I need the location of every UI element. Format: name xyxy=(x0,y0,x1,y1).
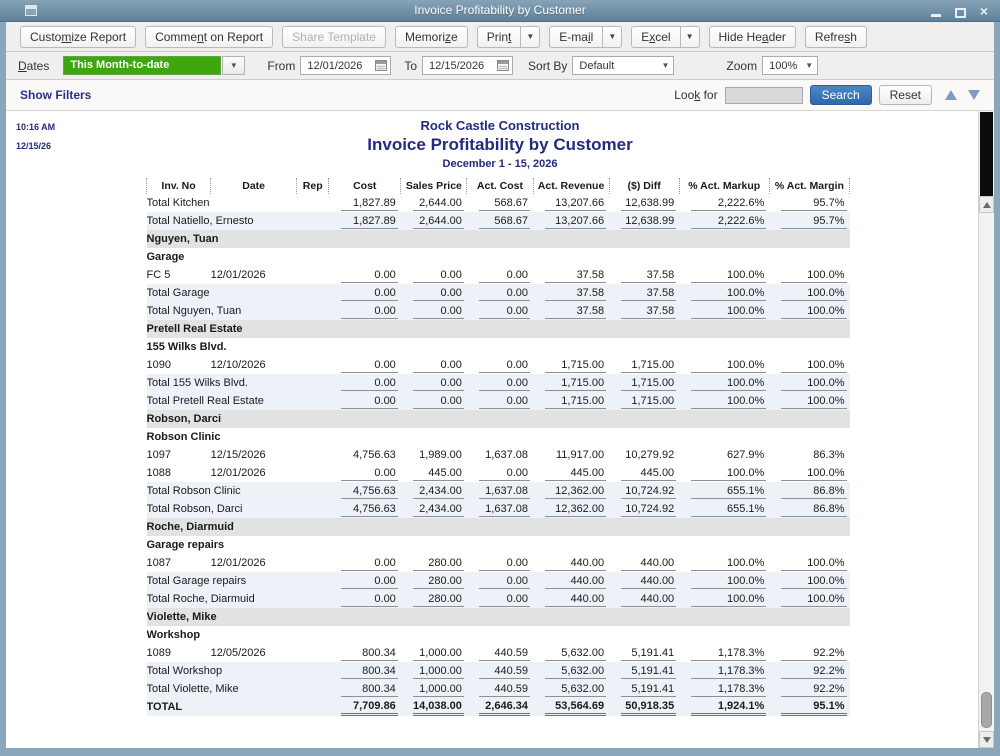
row-label: Total Garage repairs xyxy=(147,572,329,590)
rep-cell xyxy=(297,644,329,662)
value-cell: 1,637.08 xyxy=(467,500,533,518)
up-arrow-icon xyxy=(983,202,991,208)
row-label: Total Garage xyxy=(147,284,329,302)
value-cell: 1,715.00 xyxy=(609,374,679,392)
window-frame-right xyxy=(994,22,1000,756)
rep-cell xyxy=(297,464,329,482)
value-cell: 4,756.63 xyxy=(329,500,401,518)
customer-row xyxy=(147,410,850,428)
value-cell: 0.00 xyxy=(329,266,401,284)
total-row[interactable] xyxy=(147,194,850,212)
value-cell: 5,632.00 xyxy=(533,662,609,680)
filter-bar xyxy=(6,52,994,80)
value-cell: 5,632.00 xyxy=(533,680,609,698)
sort-by-label: Sort By xyxy=(528,58,568,73)
invoice-number: 1097 xyxy=(146,449,171,461)
value-cell: 100.0% xyxy=(769,374,849,392)
job-row xyxy=(147,626,850,644)
value-cell: 100.0% xyxy=(769,392,849,410)
invoice-row[interactable] xyxy=(147,554,850,572)
value-cell: 0.00 xyxy=(329,392,401,410)
invoice-number: 1087 xyxy=(146,557,171,569)
invoice-row[interactable] xyxy=(147,464,850,482)
value-cell: 655.1% xyxy=(679,500,769,518)
column-header: Rep xyxy=(297,178,329,194)
value-cell: 53,564.69 xyxy=(533,698,609,716)
row-label: Workshop xyxy=(146,629,201,641)
share-template-button: Share Template xyxy=(282,26,386,48)
value-cell: 95.7% xyxy=(769,212,849,230)
scrollbar-black-bar xyxy=(980,112,993,196)
window-body xyxy=(6,22,994,748)
job-row xyxy=(147,428,850,446)
value-cell: 0.00 xyxy=(401,302,467,320)
dropdown-arrow-icon: ▼ xyxy=(661,61,670,70)
value-cell: 2,434.00 xyxy=(401,500,467,518)
value-cell: 100.0% xyxy=(679,464,769,482)
value-cell: 37.58 xyxy=(533,284,609,302)
value-cell: 13,207.66 xyxy=(533,212,609,230)
column-header: Act. Cost xyxy=(467,178,533,194)
titlebar xyxy=(0,0,1000,22)
down-arrow-icon xyxy=(983,737,991,743)
column-header: Inv. No xyxy=(147,178,211,194)
column-header: % Act. Markup xyxy=(679,178,769,194)
value-cell: 4,756.63 xyxy=(352,448,396,461)
value-cell: 5,191.41 xyxy=(609,680,679,698)
total-row[interactable] xyxy=(147,302,850,320)
row-label: Total Pretell Real Estate xyxy=(147,392,329,410)
value-cell: 2,222.6% xyxy=(679,212,769,230)
value-cell: 568.67 xyxy=(467,212,533,230)
value-cell: 14,038.00 xyxy=(401,698,467,716)
row-label: Total Kitchen xyxy=(146,197,210,209)
total-row[interactable] xyxy=(147,482,850,500)
value-cell: 0.00 xyxy=(401,284,467,302)
window-title: Invoice Profitability by Customer xyxy=(414,3,586,17)
value-cell: 440.00 xyxy=(609,572,679,590)
value-cell: 12,362.00 xyxy=(533,482,609,500)
value-cell: 0.00 xyxy=(329,554,401,572)
value-cell: 7,709.86 xyxy=(329,698,401,716)
total-row[interactable] xyxy=(147,572,850,590)
row-label: Total Nguyen, Tuan xyxy=(147,302,329,320)
value-cell: 100.0% xyxy=(679,302,769,320)
sort-by-select[interactable] xyxy=(572,56,674,75)
grand-total-row[interactable] xyxy=(147,698,850,716)
invoice-row[interactable] xyxy=(147,266,850,284)
value-cell: 2,222.6% xyxy=(679,194,769,212)
report-period: December 1 - 15, 2026 xyxy=(442,158,558,170)
job-row xyxy=(147,338,850,356)
look-for-label: Look for xyxy=(674,88,718,102)
value-cell: 440.00 xyxy=(533,590,609,608)
value-cell: 0.00 xyxy=(467,374,533,392)
row-label: Total Workshop xyxy=(147,662,329,680)
value-cell: 440.00 xyxy=(609,554,679,572)
row-label: 155 Wilks Blvd. xyxy=(146,341,227,353)
row-label: Total Roche, Diarmuid xyxy=(147,590,329,608)
total-row[interactable] xyxy=(147,284,850,302)
value-cell: 280.00 xyxy=(401,590,467,608)
value-cell: 445.00 xyxy=(533,464,609,482)
value-cell: 0.00 xyxy=(329,374,401,392)
value-cell: 2,434.00 xyxy=(401,482,467,500)
email-button-dropdown-arrow-icon[interactable]: ▼ xyxy=(602,26,622,48)
value-cell: 100.0% xyxy=(769,356,849,374)
row-label: Total Robson, Darci xyxy=(147,500,329,518)
report-table xyxy=(146,178,850,716)
row-label: Roche, Diarmuid xyxy=(147,518,850,536)
value-cell: 0.00 xyxy=(467,590,533,608)
value-cell: 0.00 xyxy=(401,266,467,284)
value-cell: 100.0% xyxy=(769,554,849,572)
value-cell: 5,191.41 xyxy=(609,662,679,680)
value-cell: 2,644.00 xyxy=(401,194,467,212)
value-cell: 445.00 xyxy=(609,464,679,482)
value-cell: 12,638.99 xyxy=(609,212,679,230)
invoice-number: 1090 xyxy=(146,359,171,371)
value-cell: 0.00 xyxy=(329,302,401,320)
value-cell: 86.3% xyxy=(813,448,845,461)
column-header: % Act. Margin xyxy=(769,178,849,194)
customer-row xyxy=(147,230,850,248)
value-cell: 1,637.08 xyxy=(485,448,528,461)
value-cell: 37.58 xyxy=(533,266,609,284)
row-label: Garage xyxy=(146,251,185,263)
value-cell: 0.00 xyxy=(467,284,533,302)
excel-button[interactable]: Excel xyxy=(631,26,680,48)
value-cell: 0.00 xyxy=(467,572,533,590)
value-cell: 100.0% xyxy=(769,266,849,284)
value-cell: 100.0% xyxy=(769,464,849,482)
customize-report-button[interactable]: Customize Report xyxy=(20,26,136,48)
job-row xyxy=(147,248,850,266)
value-cell: 0.00 xyxy=(401,374,467,392)
value-cell: 0.00 xyxy=(467,464,533,482)
close-icon[interactable]: × xyxy=(979,3,988,19)
invoice-row[interactable] xyxy=(147,644,850,662)
column-header: Cost xyxy=(329,178,401,194)
value-cell: 95.7% xyxy=(769,194,849,212)
value-cell: 1,178.3% xyxy=(679,680,769,698)
memorize-button[interactable]: Memorize xyxy=(395,26,468,48)
report-pane xyxy=(6,111,994,748)
value-cell: 100.0% xyxy=(679,572,769,590)
value-cell: 1,000.00 xyxy=(401,662,467,680)
invoice-date: 12/01/2026 xyxy=(210,269,266,281)
value-cell: 0.00 xyxy=(467,302,533,320)
search-bar xyxy=(6,80,994,111)
total-row[interactable] xyxy=(147,500,850,518)
row-label: Garage repairs xyxy=(146,539,225,551)
scrollbar-up-button[interactable] xyxy=(979,196,994,213)
column-header: Sales Price xyxy=(401,178,467,194)
value-cell: 568.67 xyxy=(467,194,533,212)
to-label: To xyxy=(404,58,418,73)
total-row[interactable] xyxy=(147,212,850,230)
company-name: Rock Castle Construction xyxy=(420,118,580,133)
value-cell: 1,715.00 xyxy=(609,356,679,374)
value-cell: 1,715.00 xyxy=(609,392,679,410)
value-cell: 1,637.08 xyxy=(467,482,533,500)
customer-row xyxy=(147,608,850,626)
dropdown-arrow-icon: ▼ xyxy=(805,61,814,70)
value-cell: 440.59 xyxy=(467,644,533,662)
toolbar xyxy=(6,22,994,52)
value-cell: 1,178.3% xyxy=(679,644,769,662)
scroll-down-arrow-icon[interactable] xyxy=(968,90,980,100)
job-row xyxy=(147,536,850,554)
value-cell: 92.2% xyxy=(769,662,849,680)
show-filters-link[interactable]: Show Filters xyxy=(20,88,92,102)
value-cell: 0.00 xyxy=(329,284,401,302)
value-cell: 0.00 xyxy=(329,590,401,608)
value-cell: 10,724.92 xyxy=(609,482,679,500)
zoom-label: Zoom xyxy=(726,58,758,73)
value-cell: 800.34 xyxy=(329,680,401,698)
value-cell: 800.34 xyxy=(329,662,401,680)
sort-by-value: Default xyxy=(579,59,615,72)
print-button[interactable]: Print xyxy=(477,26,522,48)
from-label: From xyxy=(267,58,296,73)
row-label: Robson Clinic xyxy=(146,431,221,443)
total-row[interactable] xyxy=(147,680,850,698)
column-header: Act. Revenue xyxy=(533,178,609,194)
minimize-icon[interactable] xyxy=(931,14,941,17)
hide-header-button[interactable]: Hide Header xyxy=(709,26,796,48)
date-range-dropdown-arrow-icon[interactable]: ▼ xyxy=(222,56,245,75)
value-cell: 1,924.1% xyxy=(679,698,769,716)
reset-button[interactable]: Reset xyxy=(879,85,932,105)
value-cell: 1,178.3% xyxy=(679,662,769,680)
value-cell: 100.0% xyxy=(769,302,849,320)
value-cell: 5,191.41 xyxy=(609,644,679,662)
column-header: Date xyxy=(211,178,297,194)
zoom-value: 100% xyxy=(769,59,798,72)
customer-row xyxy=(147,320,850,338)
value-cell: 37.58 xyxy=(609,302,679,320)
value-cell: 0.00 xyxy=(329,464,401,482)
dates-label: Dates xyxy=(18,58,50,73)
date-range-select[interactable]: This Month-to-date xyxy=(63,56,221,75)
value-cell: 100.0% xyxy=(679,356,769,374)
look-for-input[interactable] xyxy=(725,87,803,104)
zoom-select[interactable] xyxy=(762,56,818,75)
rep-cell xyxy=(297,554,329,572)
value-cell: 1,715.00 xyxy=(533,392,609,410)
value-cell: 1,715.00 xyxy=(533,356,609,374)
invoice-number: FC 5 xyxy=(146,269,171,281)
value-cell: 0.00 xyxy=(467,392,533,410)
row-label: Nguyen, Tuan xyxy=(147,230,850,248)
value-cell: 100.0% xyxy=(769,284,849,302)
value-cell: 2,644.00 xyxy=(401,212,467,230)
value-cell: 1,827.89 xyxy=(329,194,401,212)
invoice-date: 12/10/2026 xyxy=(210,359,266,371)
total-row[interactable] xyxy=(147,392,850,410)
value-cell: 10,724.92 xyxy=(609,500,679,518)
value-cell: 5,632.00 xyxy=(533,644,609,662)
value-cell: 1,715.00 xyxy=(533,374,609,392)
value-cell: 800.34 xyxy=(329,644,401,662)
to-date-value: 12/15/2026 xyxy=(429,59,485,72)
value-cell: 13,207.66 xyxy=(533,194,609,212)
report-run-date: 12/15/26 xyxy=(16,141,52,151)
to-date-field[interactable] xyxy=(422,56,513,75)
rep-cell xyxy=(297,446,329,464)
scrollbar-down-button[interactable] xyxy=(979,731,994,748)
row-label: TOTAL xyxy=(147,698,329,716)
value-cell: 445.00 xyxy=(401,464,467,482)
value-cell: 1,000.00 xyxy=(401,680,467,698)
value-cell: 0.00 xyxy=(329,572,401,590)
rep-cell xyxy=(297,266,329,284)
value-cell: 627.9% xyxy=(727,448,765,461)
row-label: Total 155 Wilks Blvd. xyxy=(147,374,329,392)
value-cell: 86.8% xyxy=(769,482,849,500)
column-header: ($) Diff xyxy=(609,178,679,194)
invoice-number: 1089 xyxy=(146,647,171,659)
value-cell: 0.00 xyxy=(401,392,467,410)
report-time: 10:16 AM xyxy=(16,122,56,132)
value-cell: 100.0% xyxy=(769,590,849,608)
value-cell: 280.00 xyxy=(401,572,467,590)
scroll-up-arrow-icon[interactable] xyxy=(945,90,957,100)
value-cell: 10,279.92 xyxy=(625,448,675,461)
value-cell: 0.00 xyxy=(329,356,401,374)
value-cell: 92.2% xyxy=(769,680,849,698)
invoice-date: 12/01/2026 xyxy=(210,557,266,569)
row-label: Violette, Mike xyxy=(147,608,850,626)
value-cell: 92.2% xyxy=(769,644,849,662)
scrollbar-thumb[interactable] xyxy=(981,692,992,728)
value-cell: 440.00 xyxy=(609,590,679,608)
excel-button-dropdown-arrow-icon[interactable]: ▼ xyxy=(680,26,700,48)
from-date-value: 12/01/2026 xyxy=(307,59,363,72)
invoice-date: 12/15/2026 xyxy=(210,449,266,461)
invoice-date: 12/01/2026 xyxy=(210,467,266,479)
calendar-icon[interactable] xyxy=(497,60,509,71)
value-cell: 0.00 xyxy=(467,356,533,374)
value-cell: 37.58 xyxy=(609,266,679,284)
total-row[interactable] xyxy=(147,662,850,680)
email-button[interactable]: E-mail xyxy=(549,26,603,48)
value-cell: 100.0% xyxy=(679,266,769,284)
row-label: Total Natiello, Ernesto xyxy=(147,212,329,230)
invoice-row[interactable] xyxy=(147,446,850,464)
value-cell: 100.0% xyxy=(679,392,769,410)
row-label: Pretell Real Estate xyxy=(147,320,850,338)
calendar-icon[interactable] xyxy=(375,60,387,71)
vertical-scrollbar[interactable] xyxy=(978,111,994,748)
value-cell: 95.1% xyxy=(769,698,849,716)
row-label: Total Violette, Mike xyxy=(147,680,329,698)
refresh-button[interactable]: Refresh xyxy=(805,26,867,48)
comment-on-report-button[interactable]: Comment on Report xyxy=(145,26,273,48)
from-date-field[interactable] xyxy=(300,56,391,75)
value-cell: 11,917.00 xyxy=(555,448,605,461)
value-cell: 0.00 xyxy=(401,356,467,374)
value-cell: 0.00 xyxy=(467,266,533,284)
value-cell: 50,918.35 xyxy=(609,698,679,716)
row-label: Total Robson Clinic xyxy=(147,482,329,500)
value-cell: 440.59 xyxy=(467,662,533,680)
value-cell: 86.8% xyxy=(769,500,849,518)
value-cell: 100.0% xyxy=(679,590,769,608)
print-button-dropdown-arrow-icon[interactable]: ▼ xyxy=(520,26,540,48)
report-title: Invoice Profitability by Customer xyxy=(367,135,633,154)
total-row[interactable] xyxy=(147,374,850,392)
search-button[interactable]: Search xyxy=(810,85,872,105)
value-cell: 12,638.99 xyxy=(609,194,679,212)
value-cell: 280.00 xyxy=(401,554,467,572)
column-header-row xyxy=(147,178,850,194)
value-cell: 100.0% xyxy=(679,374,769,392)
value-cell: 100.0% xyxy=(769,572,849,590)
customer-row xyxy=(147,518,850,536)
value-cell: 2,646.34 xyxy=(467,698,533,716)
value-cell: 440.00 xyxy=(533,554,609,572)
value-cell: 1,827.89 xyxy=(329,212,401,230)
value-cell: 1,989.00 xyxy=(419,448,462,461)
value-cell: 1,000.00 xyxy=(401,644,467,662)
window-frame-bottom xyxy=(0,748,1000,756)
rep-cell xyxy=(297,356,329,374)
value-cell: 0.00 xyxy=(467,554,533,572)
value-cell: 100.0% xyxy=(679,554,769,572)
value-cell: 37.58 xyxy=(533,302,609,320)
value-cell: 655.1% xyxy=(679,482,769,500)
invoice-number: 1088 xyxy=(146,467,171,479)
value-cell: 100.0% xyxy=(679,284,769,302)
invoice-row[interactable] xyxy=(147,356,850,374)
maximize-icon[interactable] xyxy=(955,8,966,18)
value-cell: 440.00 xyxy=(533,572,609,590)
total-row[interactable] xyxy=(147,590,850,608)
value-cell: 4,756.63 xyxy=(329,482,401,500)
row-label: Robson, Darci xyxy=(147,410,850,428)
value-cell: 12,362.00 xyxy=(533,500,609,518)
value-cell: 37.58 xyxy=(609,284,679,302)
invoice-date: 12/05/2026 xyxy=(210,647,266,659)
value-cell: 440.59 xyxy=(467,680,533,698)
